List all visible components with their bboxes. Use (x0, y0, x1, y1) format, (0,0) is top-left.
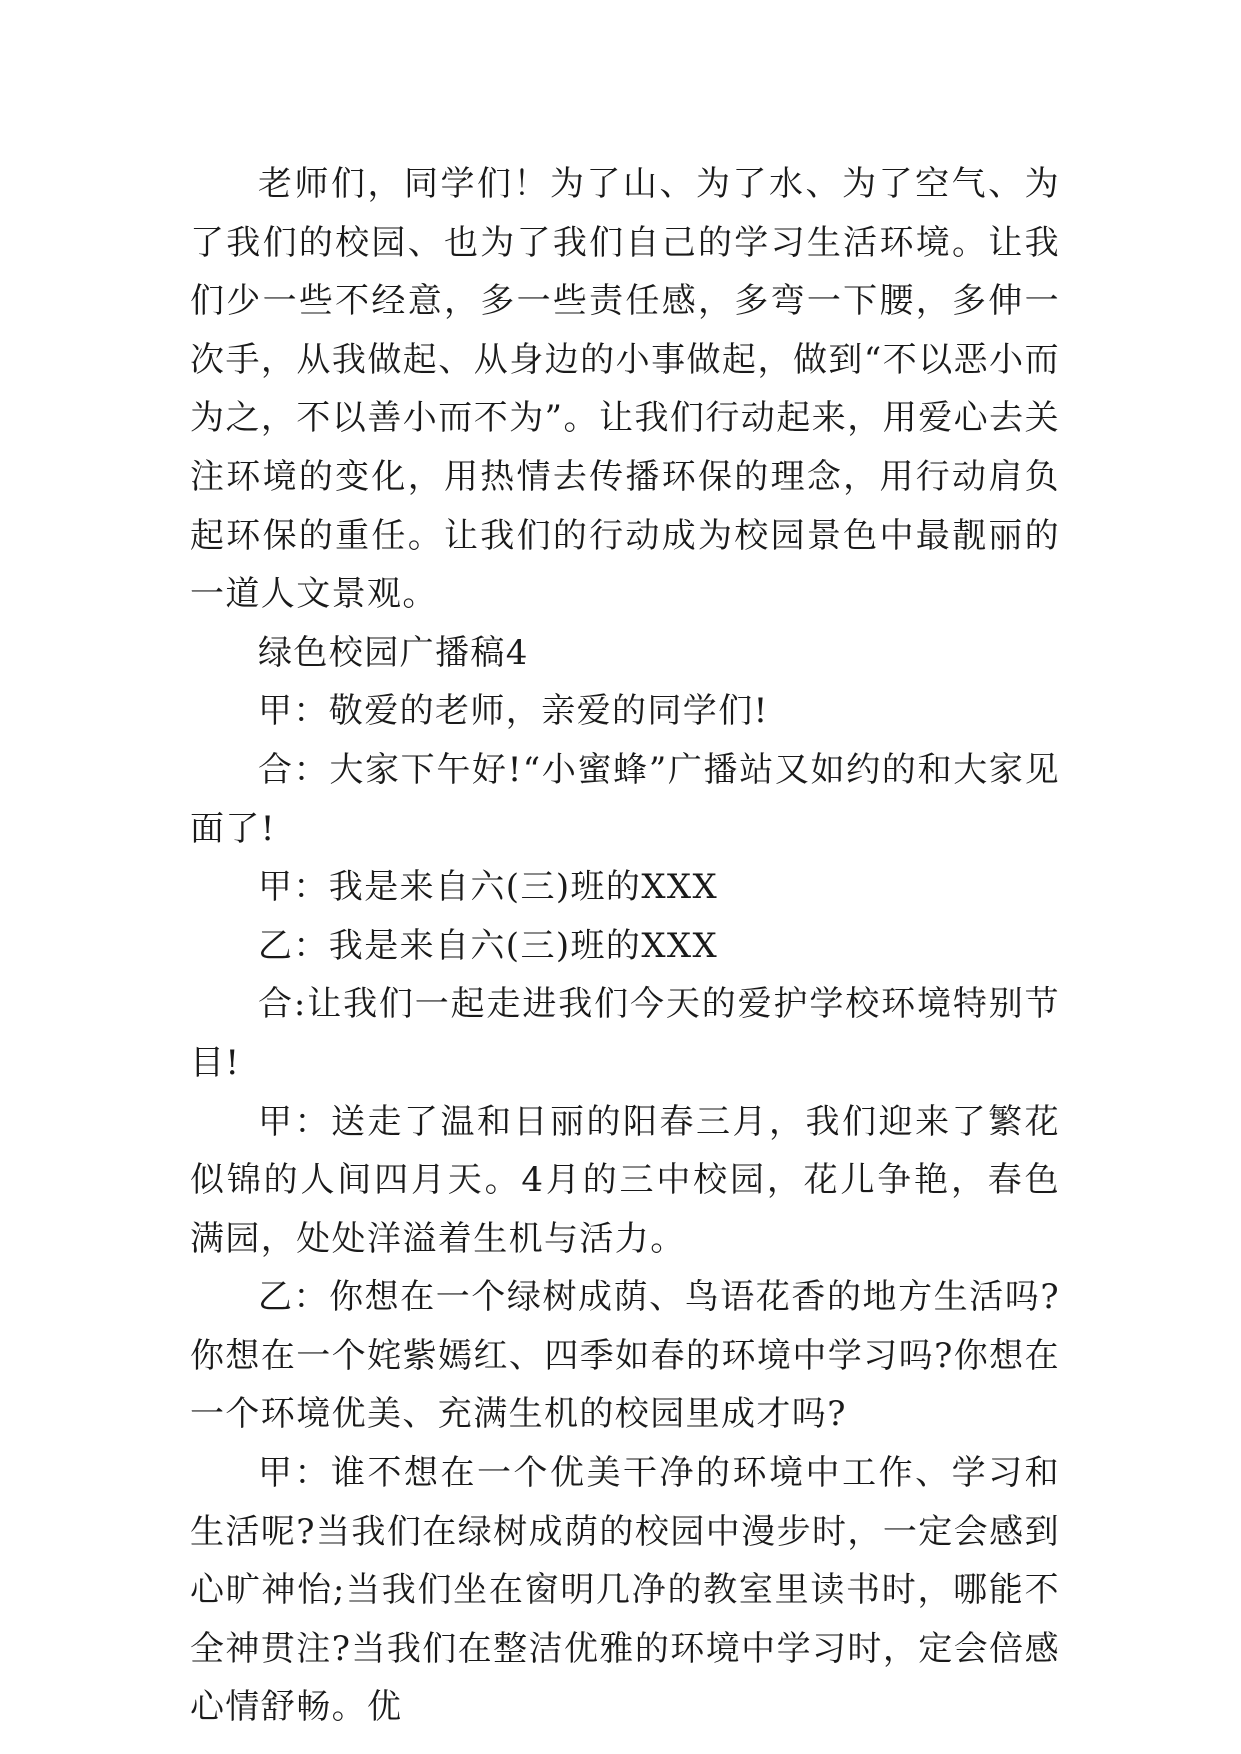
dialogue-line: 乙：我是来自六(三)班的XXX (258, 925, 719, 966)
paragraph-closing-appeal: 老师们，同学们！为了山、为了水、为了空气、为了我们的校园、也为了我们自己的学习生活环境。让我们少一些不经意，多一些责任感，多弯一下腰，多伸一次手，从我做起、从身边的小事做起，做到“不以恶小而为之，不以善小而不为”。让我们行动起来，用爱心去关注环境的变化，用热情去传播环保的理念，用行动肩负起环保的重任。让我们的行动成为校园景色中最靓丽的一道人文景观。 (190, 164, 1060, 615)
document-body (190, 155, 1060, 1737)
dialogue-line: 甲：谁不想在一个优美干净的环境中工作、学习和生活呢?当我们在绿树成荫的校园中漫步时，一定会感到心旷神怡;当我们坐在窗明几净的教室里读书时，哪能不全神贯注?当我们在整洁优雅的环境中学习时，定会倍感心情舒畅。优 (190, 1453, 1060, 1728)
dialogue-line: 合:让我们一起走进我们今天的爱护学校环境特别节目! (190, 984, 1060, 1083)
dialogue-line: 乙：你想在一个绿树成荫、鸟语花香的地方生活吗?你想在一个姹紫嫣红、四季如春的环境中学习吗?你想在一个环境优美、充满生机的校园里成才吗? (190, 1277, 1060, 1435)
dialogue-line: 甲：我是来自六(三)班的XXX (258, 867, 719, 908)
dialogue-line: 合：大家下午好!“小蜜蜂”广播站又如约的和大家见面了! (190, 749, 1060, 849)
dialogue-line: 甲：送走了温和日丽的阳春三月，我们迎来了繁花似锦的人间四月天。4月的三中校园，花儿争艳，春色满园，处处洋溢着生机与活力。 (190, 1101, 1060, 1259)
section-heading: 绿色校园广播稿4 (258, 632, 529, 673)
dialogue-line: 甲：敬爱的老师，亲爱的同学们! (258, 691, 769, 732)
